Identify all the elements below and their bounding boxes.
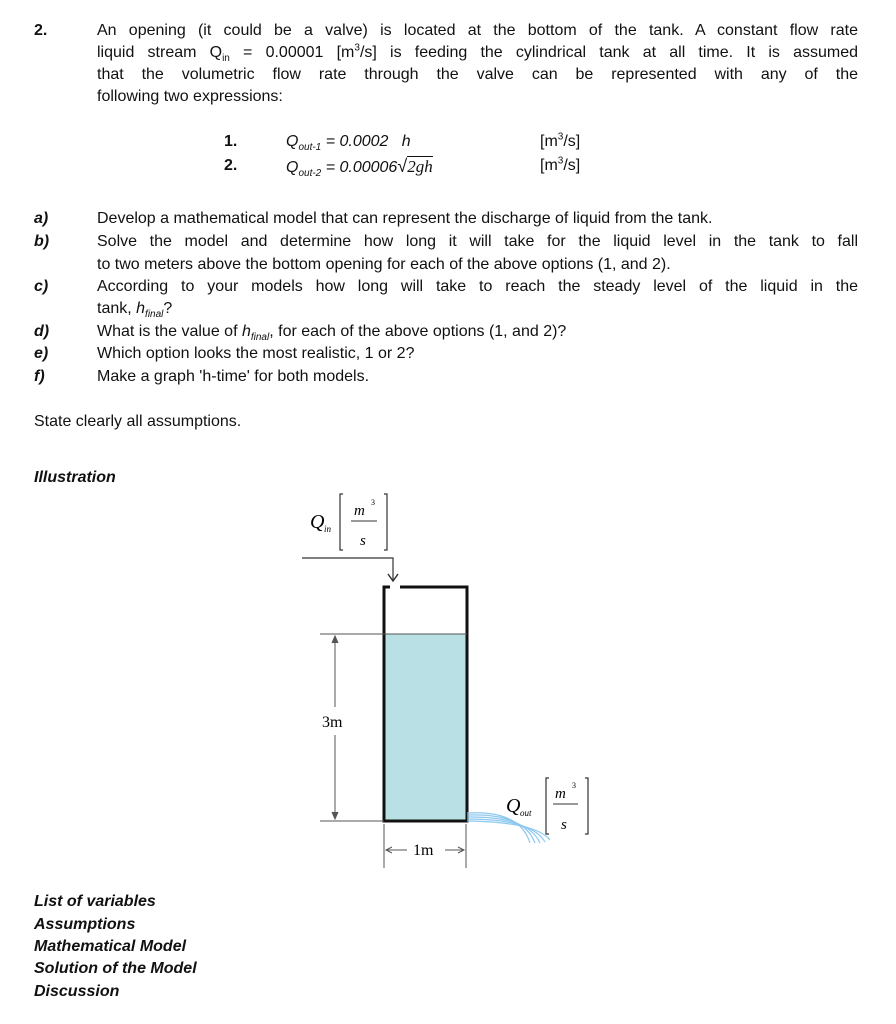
question-b-line-2: to two meters above the bottom opening for each of the above options (1, and 2). (97, 256, 671, 273)
question-c-line-1: According to your models how long will take to reach the steady level of the liquid in the (97, 278, 858, 295)
sqrt-symbol: √ (397, 156, 408, 176)
illustration-heading: Illustration (34, 469, 116, 486)
qin-label (310, 494, 387, 550)
question-c-label: c) (34, 278, 49, 295)
text: liquid stream Q (97, 44, 223, 61)
question-b-label: b) (34, 233, 50, 250)
subscript: final (145, 309, 164, 321)
text: = 0.0002 h (321, 133, 411, 150)
text: /s] (563, 133, 581, 150)
text: [m (540, 133, 558, 150)
text: , for each of the above options (1, and 2)? (269, 323, 567, 340)
question-b-line-1: Solve the model and determine how long it will take for the liquid level in the tank to fall (97, 233, 858, 250)
question-d-label: d) (34, 323, 50, 340)
question-f-label: f) (34, 368, 45, 385)
text: s (360, 533, 366, 549)
text: [m (540, 157, 558, 174)
superscript: 3 (557, 155, 564, 167)
question-a-label: a) (34, 210, 49, 227)
text: h (136, 300, 146, 317)
superscript: 3 (354, 42, 360, 54)
inlet-line (302, 558, 393, 580)
subscript: out-2 (298, 168, 322, 180)
problem-line-4: following two expressions: (97, 88, 283, 105)
section-list-of-variables: List of variables (34, 893, 156, 910)
text: Q (310, 511, 325, 533)
text: h (241, 323, 251, 340)
superscript: 3 (557, 131, 564, 143)
superscript: 3 (371, 498, 375, 507)
problem-number: 2. (34, 22, 48, 39)
question-e: Which option looks the most realistic, 1 or 2? (97, 345, 415, 362)
text: tank, (97, 300, 137, 317)
text: Q (286, 133, 299, 150)
text: = 0.00001 [m (229, 44, 355, 61)
height-label: 3m (322, 714, 343, 731)
text: /s] (563, 157, 581, 174)
text: Q (286, 159, 299, 176)
section-solution: Solution of the Model (34, 960, 197, 977)
section-discussion: Discussion (34, 983, 120, 1000)
problem-line-3: that the volumetric flow rate through the valve can be represented with any of the (97, 66, 858, 83)
subscript: out (520, 808, 532, 818)
text: Q (506, 795, 521, 817)
subscript: out-1 (298, 142, 322, 154)
text: What is the value of (97, 323, 242, 340)
text: s (561, 817, 567, 833)
width-label: 1m (413, 842, 434, 859)
text: m (555, 786, 566, 802)
radicand: 2gh (407, 157, 433, 176)
water (384, 634, 467, 821)
text: ? (163, 300, 173, 317)
problem-line-1: An opening (it could be a valve) is located at the bottom of the tank. A constant flow rate (97, 22, 858, 39)
text: /s] is feeding the cylindrical tank at all time. It is assumed (359, 44, 859, 61)
question-a: Develop a mathematical model that can represent the discharge of liquid from the tank. (97, 210, 713, 227)
subscript: in (222, 53, 230, 65)
text: m (354, 503, 365, 519)
subscript: in (324, 524, 332, 534)
subscript: final (250, 332, 270, 344)
bracket-icon (546, 778, 588, 834)
superscript: 3 (572, 781, 576, 790)
equation-1-number: 1. (224, 133, 238, 150)
section-assumptions: Assumptions (34, 916, 136, 933)
assumptions-note: State clearly all assumptions. (34, 413, 242, 430)
question-e-label: e) (34, 345, 49, 362)
text: = 0.00006 (321, 159, 398, 176)
question-f: Make a graph 'h-time' for both models. (97, 368, 370, 385)
section-mathematical-model: Mathematical Model (34, 938, 187, 955)
outflow-jet (467, 813, 550, 843)
equation-2-number: 2. (224, 157, 238, 174)
